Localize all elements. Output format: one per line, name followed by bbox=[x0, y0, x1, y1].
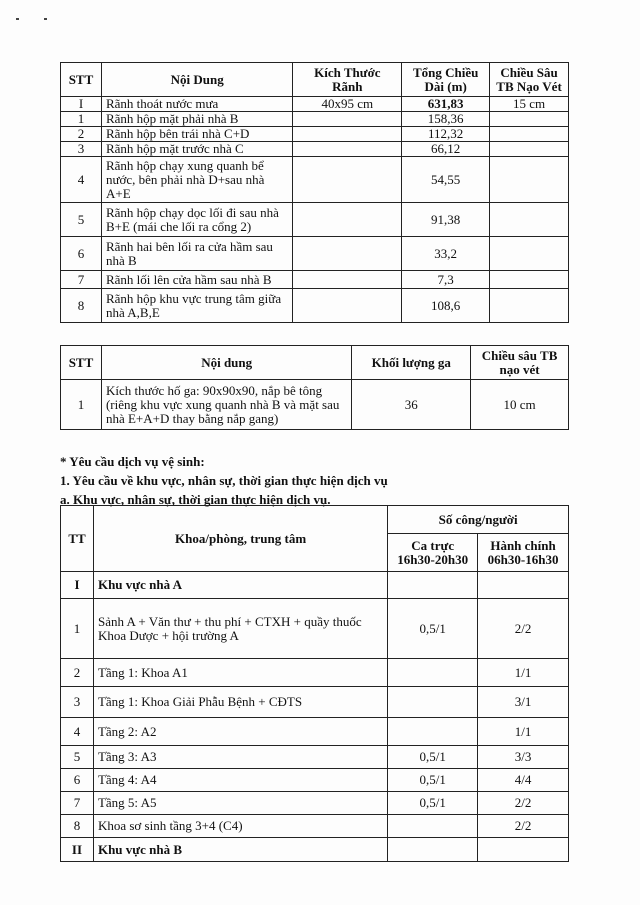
row-office: 2/2 bbox=[478, 815, 569, 838]
table-row bbox=[61, 380, 569, 430]
row-stt: 2 bbox=[61, 127, 102, 142]
row-shift: 0,5/1 bbox=[388, 769, 478, 792]
table-row bbox=[61, 687, 569, 718]
table-row bbox=[61, 769, 569, 792]
row-tt: 4 bbox=[61, 718, 94, 746]
row-content: Rãnh hộp chạy dọc lối đi sau nhà B+E (mái che lối ra cổng 2) bbox=[101, 203, 293, 237]
row-size: 40x95 cm bbox=[293, 97, 402, 112]
row-dept: Khu vực nhà A bbox=[93, 572, 387, 599]
row-size bbox=[293, 142, 402, 157]
row-office bbox=[478, 572, 569, 599]
table-row bbox=[61, 203, 569, 237]
col-header-stt: STT bbox=[61, 63, 102, 97]
row-content: Rãnh hộp bên trái nhà C+D bbox=[101, 127, 293, 142]
row-tt: I bbox=[61, 572, 94, 599]
row-tt: 5 bbox=[61, 746, 94, 769]
table-row bbox=[61, 97, 569, 112]
scan-mark bbox=[16, 18, 19, 20]
col-header-group: Số công/người bbox=[388, 506, 569, 534]
requirements-subheading: 1. Yêu cầu về khu vực, nhân sự, thời gian thực hiện dịch vụ bbox=[60, 473, 388, 488]
row-dept: Tầng 1: Khoa Giải Phẫu Bệnh + CĐTS bbox=[93, 687, 387, 718]
col-header-shift: Ca trực 16h30-20h30 bbox=[388, 534, 478, 572]
row-depth bbox=[490, 237, 569, 271]
row-tt: 6 bbox=[61, 769, 94, 792]
table-row bbox=[61, 271, 569, 289]
row-office: 4/4 bbox=[478, 769, 569, 792]
row-length: 54,55 bbox=[402, 157, 490, 203]
row-shift bbox=[388, 572, 478, 599]
row-stt: 5 bbox=[61, 203, 102, 237]
requirements-section bbox=[60, 452, 580, 509]
row-length: 158,36 bbox=[402, 112, 490, 127]
row-shift bbox=[388, 687, 478, 718]
scan-mark bbox=[44, 18, 47, 20]
row-dept: Khu vực nhà B bbox=[93, 838, 387, 862]
row-office bbox=[478, 838, 569, 862]
row-stt: 3 bbox=[61, 142, 102, 157]
table-row bbox=[61, 572, 569, 599]
table-row bbox=[61, 237, 569, 271]
row-office: 3/1 bbox=[478, 687, 569, 718]
row-stt: 1 bbox=[61, 380, 102, 430]
col-header-qty: Khối lượng ga bbox=[352, 346, 471, 380]
row-stt: I bbox=[61, 97, 102, 112]
row-shift: 0,5/1 bbox=[388, 599, 478, 659]
table-row bbox=[61, 815, 569, 838]
row-content: Rãnh lối lên cửa hầm sau nhà B bbox=[101, 271, 293, 289]
table-row bbox=[61, 127, 569, 142]
row-shift bbox=[388, 718, 478, 746]
row-shift bbox=[388, 838, 478, 862]
row-office: 1/1 bbox=[478, 659, 569, 687]
row-length: 108,6 bbox=[402, 289, 490, 323]
row-size bbox=[293, 237, 402, 271]
table-row bbox=[61, 142, 569, 157]
col-header-dept: Khoa/phòng, trung tâm bbox=[93, 506, 387, 572]
row-content: Rãnh hai bên lối ra cửa hầm sau nhà B bbox=[101, 237, 293, 271]
row-size bbox=[293, 203, 402, 237]
table-row bbox=[61, 112, 569, 127]
row-content: Rãnh hộp chạy xung quanh bể nước, bên phải nhà D+sau nhà A+E bbox=[101, 157, 293, 203]
row-depth bbox=[490, 142, 569, 157]
row-depth bbox=[490, 203, 569, 237]
row-office: 2/2 bbox=[478, 792, 569, 815]
col-header-content: Nội Dung bbox=[101, 63, 293, 97]
row-content: Rãnh hộp mặt trước nhà C bbox=[101, 142, 293, 157]
row-tt: 7 bbox=[61, 792, 94, 815]
drain-table bbox=[60, 62, 569, 323]
table-row bbox=[61, 289, 569, 323]
row-size bbox=[293, 127, 402, 142]
row-size bbox=[293, 289, 402, 323]
row-qty: 36 bbox=[352, 380, 471, 430]
row-depth: 10 cm bbox=[471, 380, 569, 430]
row-content: Rãnh hộp mặt phải nhà B bbox=[101, 112, 293, 127]
table-row bbox=[61, 659, 569, 687]
table-row bbox=[61, 157, 569, 203]
row-shift bbox=[388, 659, 478, 687]
row-dept: Tầng 1: Khoa A1 bbox=[93, 659, 387, 687]
row-content: Kích thước hố ga: 90x90x90, nắp bê tông (riêng khu vực xung quanh nhà B và mặt sau nhà E+A+D thay bằng nắp gang) bbox=[101, 380, 351, 430]
row-dept: Sảnh A + Văn thư + thu phí + CTXH + quầy thuốc Khoa Dược + hội trường A bbox=[93, 599, 387, 659]
col-header-stt: STT bbox=[61, 346, 102, 380]
row-dept: Khoa sơ sinh tầng 3+4 (C4) bbox=[93, 815, 387, 838]
row-length: 91,38 bbox=[402, 203, 490, 237]
row-depth bbox=[490, 127, 569, 142]
row-depth bbox=[490, 157, 569, 203]
row-office: 3/3 bbox=[478, 746, 569, 769]
col-header-content: Nội dung bbox=[101, 346, 351, 380]
row-depth bbox=[490, 271, 569, 289]
col-header-tt: TT bbox=[61, 506, 94, 572]
table-row bbox=[61, 746, 569, 769]
row-shift: 0,5/1 bbox=[388, 746, 478, 769]
col-header-size: Kích Thước Rãnh bbox=[293, 63, 402, 97]
row-size bbox=[293, 157, 402, 203]
requirements-heading: * Yêu cầu dịch vụ vệ sinh: bbox=[60, 454, 205, 469]
table-row bbox=[61, 838, 569, 862]
row-office: 2/2 bbox=[478, 599, 569, 659]
row-tt: II bbox=[61, 838, 94, 862]
row-office: 1/1 bbox=[478, 718, 569, 746]
row-depth bbox=[490, 289, 569, 323]
row-content: Rãnh thoát nước mưa bbox=[101, 97, 293, 112]
col-header-depth: Chiều sâu TB nạo vét bbox=[471, 346, 569, 380]
row-shift bbox=[388, 815, 478, 838]
staffing-table bbox=[60, 505, 569, 862]
row-length: 33,2 bbox=[402, 237, 490, 271]
row-stt: 4 bbox=[61, 157, 102, 203]
row-length: 631,83 bbox=[402, 97, 490, 112]
row-tt: 2 bbox=[61, 659, 94, 687]
col-header-length: Tổng Chiều Dài (m) bbox=[402, 63, 490, 97]
row-length: 7,3 bbox=[402, 271, 490, 289]
row-dept: Tầng 4: A4 bbox=[93, 769, 387, 792]
row-depth: 15 cm bbox=[490, 97, 569, 112]
row-depth bbox=[490, 112, 569, 127]
row-size bbox=[293, 112, 402, 127]
row-stt: 6 bbox=[61, 237, 102, 271]
col-header-depth: Chiều Sâu TB Nạo Vét bbox=[490, 63, 569, 97]
row-size bbox=[293, 271, 402, 289]
row-tt: 1 bbox=[61, 599, 94, 659]
row-content: Rãnh hộp khu vực trung tâm giữa nhà A,B,E bbox=[101, 289, 293, 323]
row-stt: 7 bbox=[61, 271, 102, 289]
row-stt: 1 bbox=[61, 112, 102, 127]
table-row bbox=[61, 792, 569, 815]
row-length: 112,32 bbox=[402, 127, 490, 142]
row-dept: Tầng 3: A3 bbox=[93, 746, 387, 769]
row-length: 66,12 bbox=[402, 142, 490, 157]
row-stt: 8 bbox=[61, 289, 102, 323]
table-row bbox=[61, 718, 569, 746]
table-row bbox=[61, 599, 569, 659]
row-dept: Tầng 2: A2 bbox=[93, 718, 387, 746]
row-dept: Tầng 5: A5 bbox=[93, 792, 387, 815]
row-tt: 8 bbox=[61, 815, 94, 838]
row-shift: 0,5/1 bbox=[388, 792, 478, 815]
manhole-table bbox=[60, 345, 569, 430]
row-tt: 3 bbox=[61, 687, 94, 718]
col-header-office: Hành chính 06h30-16h30 bbox=[478, 534, 569, 572]
requirements-subsubheading: a. Khu vực, nhân sự, thời gian thực hiện dịch vụ. bbox=[60, 492, 331, 507]
